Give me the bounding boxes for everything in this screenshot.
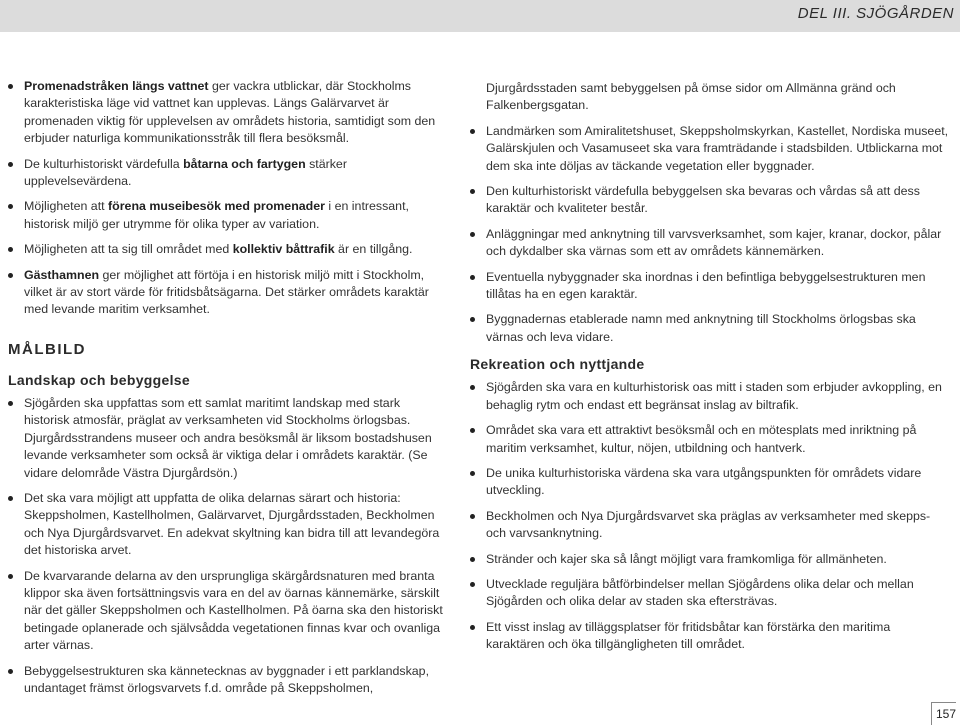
list-item bbox=[470, 619, 952, 654]
list-item-text: Sjögården ska uppfattas som ett samlat maritimt landskap med stark historisk atmosfär, präglat av verksamheten vid Stockholms örlogsbas. Djurgårdsstrandens museer och andra besöksmål är liksom bostadshusen levande verksamheter som också är viktiga delar i områdets karaktär. (Se vidare delområde Västra Djurgårdsön.) bbox=[24, 395, 432, 480]
bullet-icon bbox=[470, 625, 475, 630]
list-item-text: De kvarvarande delarna av den ursprungliga skärgårdsnaturen med branta klippor ska även fortsättningsvis vara en del av öarnas kännemärke, särskilt när det gäller Skeppsholmen och Kastellholmen. På öarna ska den historiskt betingade oplanerade och självsådda vegetationen finnas kvar och ovanliga arter värnas. bbox=[24, 568, 443, 653]
bullet-icon bbox=[8, 401, 13, 406]
header-bar bbox=[0, 0, 960, 32]
bullet-icon bbox=[8, 496, 13, 501]
list-item-text: Landmärken som Amiralitetshuset, Skeppsholmskyrkan, Kastellet, Nordiska museet, Galärskjulen och Vasamuseet ska vara framträdande i stadsbilden. Utblickarna mot dem ska inte döljas av täckande vegetation eller byggnader. bbox=[486, 123, 949, 173]
list-item-text: Sjögården ska vara en kulturhistorisk oas mitt i staden som erbjuder avkoppling, en behaglig rytm och endast ett begränsat inslag av biltrafik. bbox=[486, 380, 942, 412]
list-item-text: Beckholmen och Nya Djurgårdsvarvet ska präglas av verksamheter med skepps- och varvsanknytning. bbox=[486, 508, 931, 541]
bullet-icon bbox=[8, 204, 13, 209]
list-item bbox=[470, 465, 952, 500]
recreation-bullet-list bbox=[470, 379, 952, 653]
list-item-text: Möjligheten att bbox=[24, 199, 109, 214]
bullet-icon bbox=[470, 471, 475, 476]
landscape-bullet-list bbox=[8, 395, 448, 698]
list-item-text: Utvecklade reguljära båtförbindelser mellan Sjögårdens olika delar och mellan Sjögården och olika delar av staden ska eftersträvas. bbox=[486, 576, 914, 609]
bullet-icon bbox=[470, 582, 475, 587]
bullet-icon bbox=[470, 275, 475, 280]
subsection-title: Rekreation och nyttjande bbox=[470, 356, 645, 373]
list-item bbox=[8, 156, 448, 191]
bullet-icon bbox=[8, 84, 13, 89]
list-item-text: De kulturhistoriskt värdefulla bbox=[24, 156, 184, 171]
emphasis: förena museibesök med promenader bbox=[108, 199, 325, 214]
bullet-icon bbox=[470, 317, 475, 322]
list-item-text: Området ska vara ett attraktivt besöksmål och en mötesplats med inriktning på maritim verksamhet, kultur, nöjen, utbildning och hantverk. bbox=[486, 423, 917, 455]
list-item bbox=[8, 78, 448, 148]
bullet-icon bbox=[8, 247, 13, 252]
list-item bbox=[470, 183, 952, 218]
list-item bbox=[8, 198, 448, 233]
list-item bbox=[470, 311, 952, 346]
list-item bbox=[8, 663, 448, 698]
bullet-icon bbox=[8, 574, 13, 579]
list-item bbox=[8, 490, 448, 560]
bullet-icon bbox=[470, 514, 475, 519]
list-item-text: Möjligheten att ta sig till området med bbox=[24, 242, 233, 257]
list-item-text: stärker upplevelsevärdena. bbox=[24, 156, 347, 189]
list-item bbox=[8, 568, 448, 655]
list-item bbox=[470, 226, 952, 261]
list-item bbox=[470, 379, 952, 414]
list-item bbox=[470, 269, 952, 304]
list-item-text: Byggnadernas etablerade namn med anknytning till Stockholms örlogsbas ska värnas och leva vidare. bbox=[486, 312, 916, 344]
list-item-text: Den kulturhistoriskt värdefulla bebyggelsen ska bevaras och vårdas så att dess karaktär och kvaliteter består. bbox=[486, 184, 920, 216]
list-item-text: Stränder och kajer ska så långt möjligt vara framkomliga för allmänheten. bbox=[486, 551, 887, 566]
list-item-text: Anläggningar med anknytning till varvsverksamhet, som kajer, kranar, dockor, pålar och dykdalber ska värnas som ett av områdets kännemärken. bbox=[486, 226, 942, 259]
list-item bbox=[8, 267, 448, 319]
bullet-icon bbox=[470, 385, 475, 390]
list-item bbox=[470, 123, 952, 175]
list-item bbox=[470, 508, 952, 543]
section-title: MÅLBILD bbox=[8, 340, 86, 358]
bullet-icon bbox=[470, 232, 475, 237]
bullet-icon bbox=[470, 189, 475, 194]
list-item-text: i en intressant, historisk miljö ger utrymme för olika typer av variation. bbox=[24, 199, 409, 231]
emphasis: Promenadstråken längs vattnet bbox=[24, 79, 209, 93]
list-item bbox=[8, 241, 448, 258]
bullet-icon bbox=[470, 428, 475, 433]
bullet-icon bbox=[8, 669, 13, 674]
list-item-text: Bebyggelsestrukturen ska kännetecknas av byggnader i ett parklandskap, undantaget främst örlogsvarvets f.d. område på Skeppsholmen, bbox=[24, 663, 430, 695]
list-item bbox=[470, 576, 952, 611]
list-item-text: De unika kulturhistoriska värdena ska vara utgångspunkten för områdets vidare utveckling. bbox=[486, 465, 922, 498]
emphasis: Gästhamnen bbox=[24, 267, 100, 282]
list-item bbox=[8, 395, 448, 482]
list-item-text: ger möjlighet att förtöja i en historisk miljö mitt i Stockholm, vilket är av stort värde för fritidsbåtsägarna. Det stärker områdets karaktär med levande maritim verksamhet. bbox=[24, 267, 429, 317]
emphasis: kollektiv båttrafik bbox=[232, 242, 335, 257]
list-item-text: Ett visst inslag av tilläggsplatser för fritidsbåtar kan förstärka den maritima karaktären och öka tillgängligheten till området. bbox=[486, 619, 891, 652]
list-item bbox=[470, 422, 952, 457]
bullet-icon bbox=[470, 129, 475, 134]
intro-bullet-list bbox=[8, 78, 448, 319]
bullet-icon bbox=[8, 162, 13, 167]
bullet-icon bbox=[470, 557, 475, 562]
chapter-title: DEL III. SJÖGÅRDEN bbox=[797, 5, 954, 22]
bullet-icon bbox=[8, 273, 13, 278]
landscape-bullet-list-continued bbox=[470, 80, 952, 346]
emphasis: båtarna och fartygen bbox=[183, 156, 306, 171]
left-column bbox=[8, 78, 448, 705]
page-number: 157 bbox=[931, 702, 956, 725]
list-item bbox=[470, 551, 952, 568]
subsection-title: Landskap och bebyggelse bbox=[8, 371, 190, 388]
list-item-text: Eventuella nybyggnader ska inordnas i den befintliga bebyggelsestrukturen men tillåtas ha en egen karaktär. bbox=[486, 269, 926, 302]
list-item-text: är en tillgång. bbox=[334, 242, 413, 257]
list-item-continuation: Djurgårdsstaden samt bebyggelsen på ömse sidor om Allmänna gränd och Falkenbergsgatan. bbox=[486, 81, 896, 113]
list-item-text: Det ska vara möjligt att uppfatta de olika delarnas särart och historia: Skeppsholmen, Kastellholmen, Galärvarvet, Djurgårdsstaden, Beckholmen och Nya Djurgårdsvarvet. En adekvat skyltning kan bidra till att levandegöra det historiska arvet. bbox=[24, 490, 440, 558]
right-column bbox=[470, 80, 952, 662]
list-item-text: ger vackra utblickar, där Stockholms karakteristiska läge vid vattnet kan upplevas. Längs Galärvarvet är promenaden viktig för upplevelsen av områdets historia, samtidigt som den erbjuder naturliga kommunikationsstråk till flera besöksmål. bbox=[24, 79, 436, 146]
